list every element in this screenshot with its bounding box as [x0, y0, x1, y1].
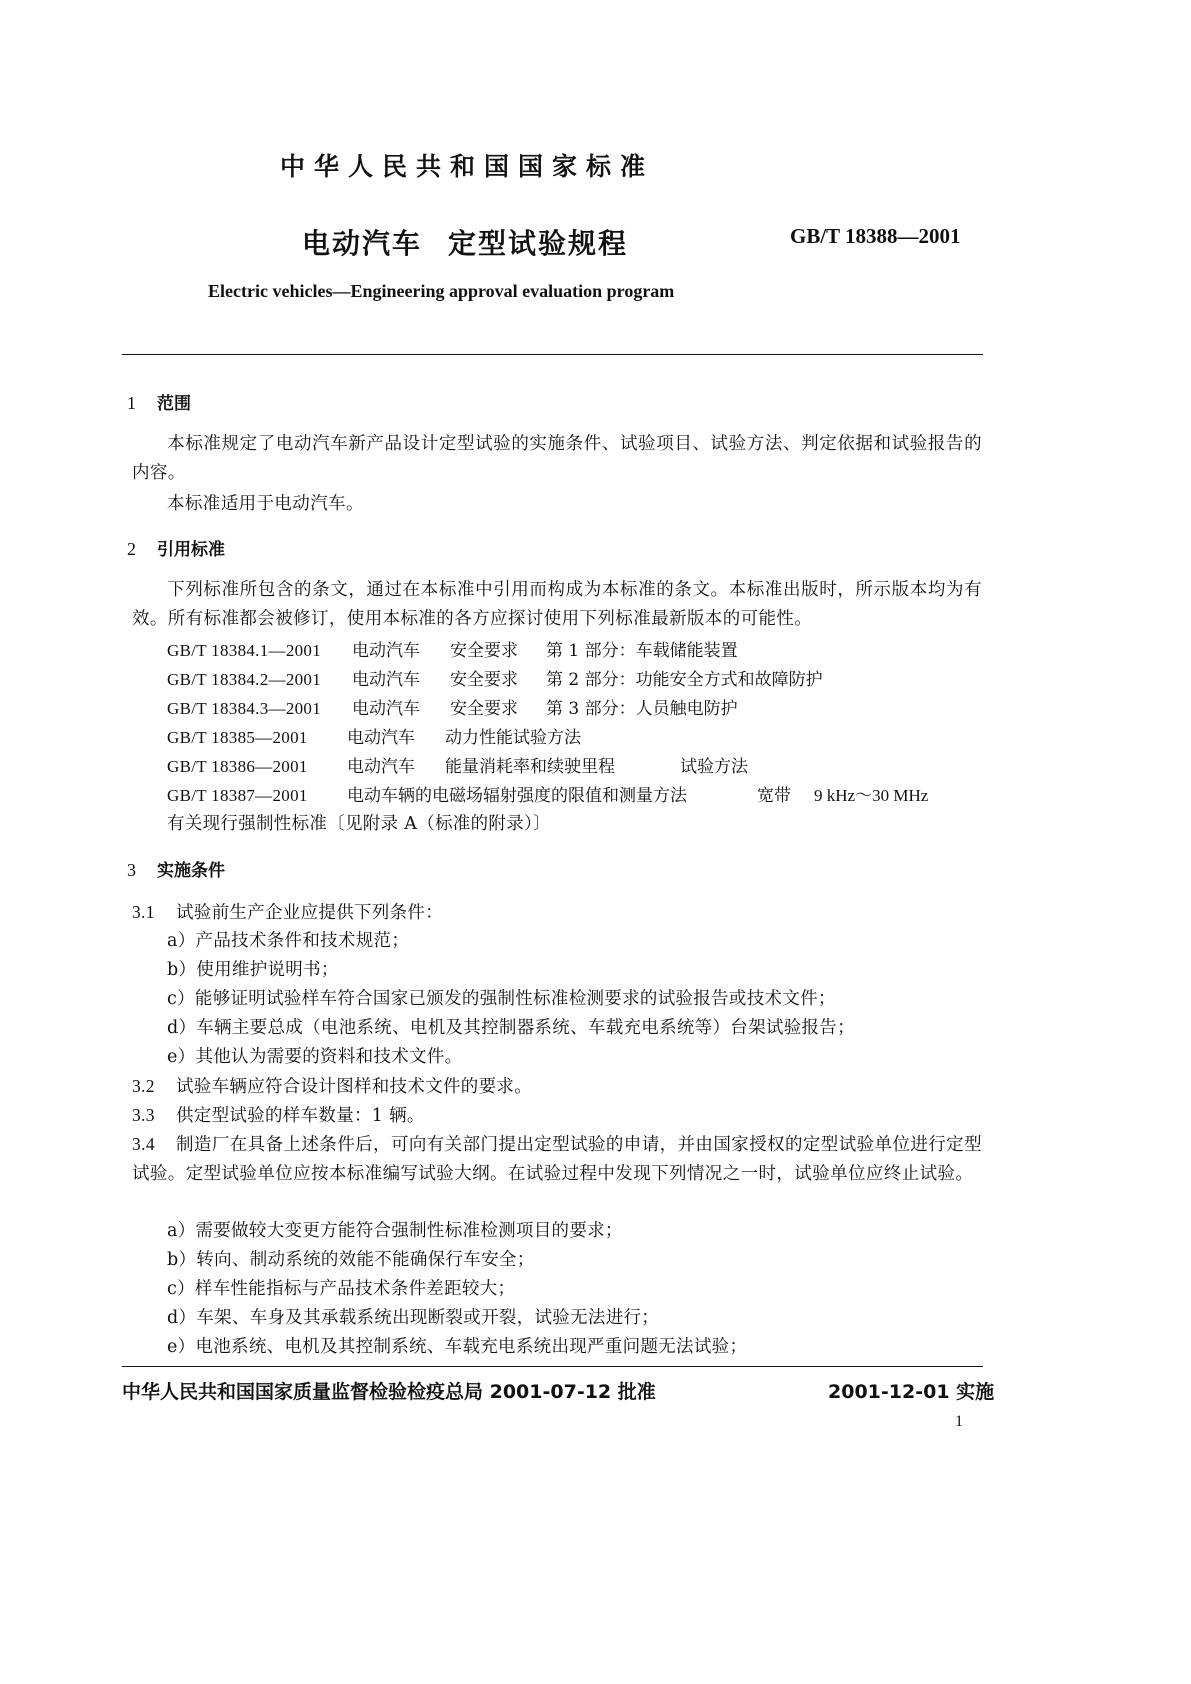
reference-item: GB/T 18384.1—2001 电动汽车 安全要求 第 1 部分：车载储能装置: [167, 641, 738, 661]
clause-3-4: 3.4 制造厂在具备上述条件后，可向有关部门提出定型试验的申请，并由国家授权的定型试验单位进行定型试验。定型试验单位应按本标准编写试验大纲。在试验过程中发现下列情况之一时，试验单位应终止试验。: [132, 1134, 982, 1184]
section-1-number: 1: [127, 393, 136, 413]
reference-item: GB/T 18387—2001 电动车辆的电磁场辐射强度的限值和测量方法 宽带 9 kHz～30 MHz: [167, 786, 929, 806]
list-item: c）能够证明试验样车符合国家已颁发的强制性标准检测要求的试验报告或技术文件；: [167, 989, 836, 1009]
section-2-heading: [127, 535, 225, 560]
mandatory-standards-note: 有关现行强制性标准〔见附录 A（标准的附录）〕: [167, 814, 551, 834]
reference-item: GB/T 18385—2001 电动汽车 动力性能试验方法: [167, 728, 581, 748]
reference-item: GB/T 18384.2—2001 电动汽车 安全要求 第 2 部分：功能安全方式和故障防护: [167, 670, 823, 690]
section-3-title: 实施条件: [157, 861, 225, 881]
title-part-1: 电动汽车: [302, 227, 423, 260]
list-item: c）样车性能指标与产品技术条件差距较大；: [167, 1279, 516, 1299]
standard-type: 中华人民共和国国家标准: [280, 152, 655, 181]
page-number: 1: [955, 1413, 963, 1430]
list-item: d）车辆主要总成（电池系统、电机及其控制器系统、车载充电系统等）台架试验报告；: [167, 1018, 855, 1038]
header-divider: [122, 354, 983, 355]
section-3-heading: [127, 856, 225, 881]
document-title: [302, 222, 628, 262]
title-part-2: 定型试验规程: [448, 227, 629, 260]
section-1-title: 范围: [157, 394, 191, 414]
section-1-paragraph-2: 本标准适用于电动汽车。: [167, 494, 364, 514]
section-1-heading: [127, 389, 191, 414]
issuing-authority: 中华人民共和国国家质量监督检验检疫总局 2001-07-12 批准: [122, 1381, 656, 1403]
reference-item: GB/T 18386—2001 电动汽车 能量消耗率和续驶里程 试验方法: [167, 757, 748, 777]
clause-3-1: 3.1 试验前生产企业应提供下列条件：: [132, 902, 443, 923]
standard-code: GB/T 18388—2001: [790, 224, 961, 248]
list-item: b）转向、制动系统的效能不能确保行车安全；: [167, 1250, 535, 1270]
reference-item: GB/T 18384.3—2001 电动汽车 安全要求 第 3 部分：人员触电防护: [167, 699, 738, 719]
section-2-number: 2: [127, 539, 136, 559]
list-item: a）产品技术条件和技术规范；: [167, 931, 410, 951]
english-title: Electric vehicles—Engineering approval evaluation program: [208, 281, 675, 301]
section-1-paragraph-1: 本标准规定了电动汽车新产品设计定型试验的实施条件、试验项目、试验方法、判定依据和试验报告的内容。: [132, 434, 982, 483]
section-3-number: 3: [127, 860, 136, 880]
list-item: e）电池系统、电机及其控制系统、车载充电系统出现严重问题无法试验；: [167, 1337, 748, 1357]
list-item: b）使用维护说明书；: [167, 960, 339, 980]
list-item: d）车架、车身及其承载系统出现断裂或开裂，试验无法进行；: [167, 1308, 660, 1328]
section-2-title: 引用标准: [157, 540, 225, 560]
footer-divider: [122, 1366, 983, 1367]
effective-date: 2001-12-01 实施: [828, 1381, 995, 1403]
clause-3-3: 3.3 供定型试验的样车数量：1 辆。: [132, 1105, 425, 1126]
list-item: a）需要做较大变更方能符合强制性标准检测项目的要求；: [167, 1221, 623, 1241]
section-2-intro: 下列标准所包含的条文，通过在本标准中引用而构成为本标准的条文。本标准出版时，所示版本均为有效。所有标准都会被修订，使用本标准的各方应探讨使用下列标准最新版本的可能性。: [132, 580, 982, 629]
list-item: e）其他认为需要的资料和技术文件。: [167, 1047, 463, 1067]
clause-3-2: 3.2 试验车辆应符合设计图样和技术文件的要求。: [132, 1076, 532, 1097]
